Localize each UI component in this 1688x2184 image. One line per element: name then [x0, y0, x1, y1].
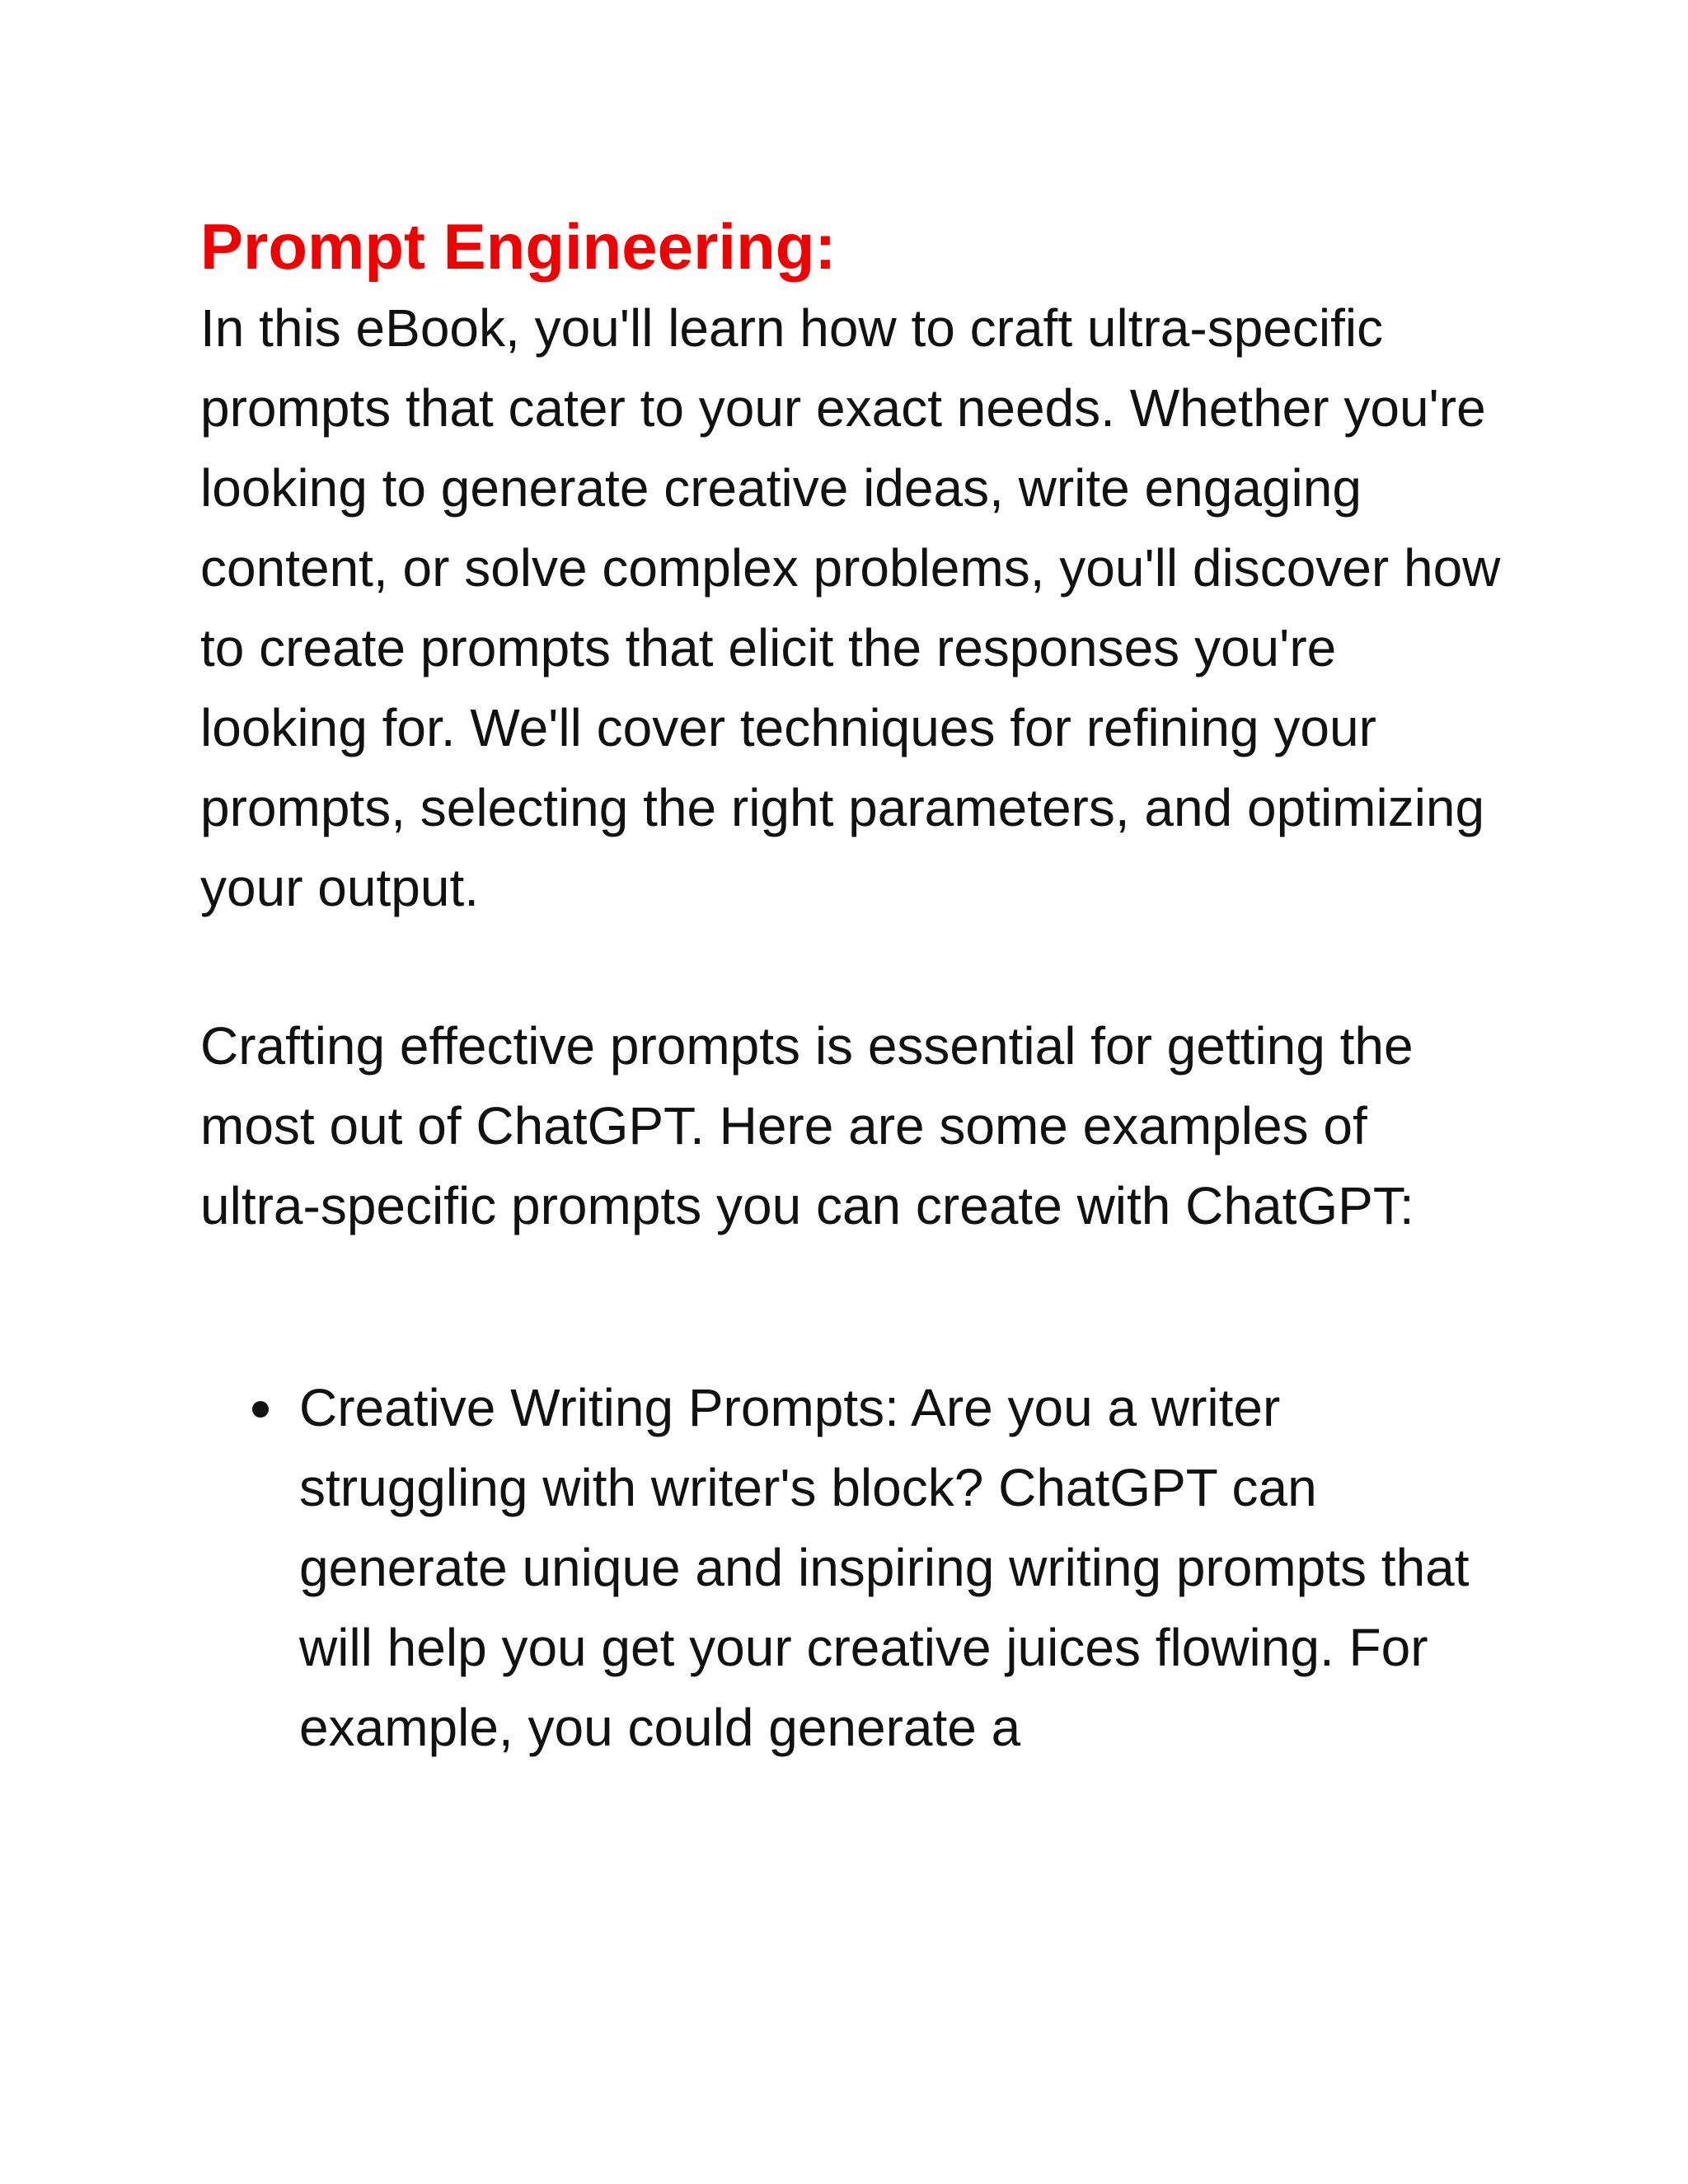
examples-list	[200, 1368, 1503, 1768]
section-heading: Prompt Engineering:	[200, 210, 837, 283]
examples-intro-paragraph: Crafting effective prompts is essential for getting the most out of ChatGPT. Here are some examples of ultra-specific prompts you can create with ChatGPT:	[200, 1016, 1414, 1235]
bullet-icon	[252, 1401, 269, 1418]
list-item	[200, 1368, 1486, 1768]
document-content	[200, 206, 1503, 1768]
list-item-text: Creative Writing Prompts: Are you a writer struggling with writer's block? ChatGPT can generate unique and inspiring writing prompts that will help you get your creative juices flowing. For example, you could generate a	[299, 1378, 1470, 1757]
intro-paragraph: In this eBook, you'll learn how to craft ultra-specific prompts that cater to your exact needs. Whether you're looking to generate creative ideas, write engaging content, or solve complex problems, you'll discover how to create prompts that elicit the responses you're looking for. We'll cover techniques for refining your prompts, selecting the right parameters, and optimizing your output.	[200, 298, 1501, 917]
